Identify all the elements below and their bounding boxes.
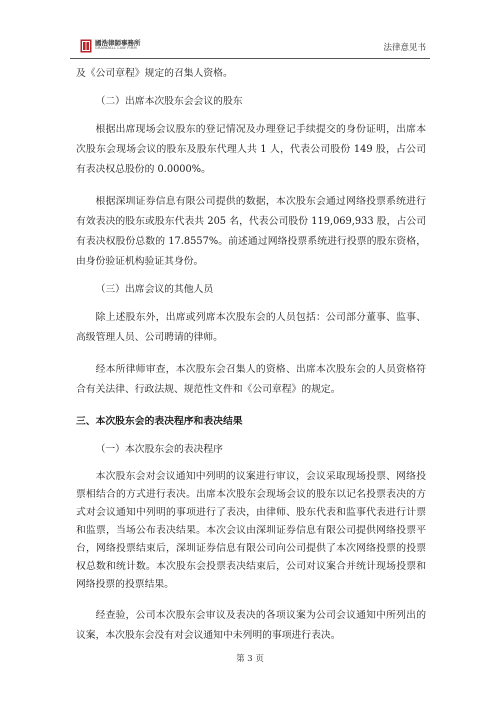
paragraph-verification: 经查验，公司本次股东会审议及表决的各项议案为公司会议通知中所列出的议案，本次股东会没有对会议通知中未列明的事项进行表决。: [76, 610, 426, 641]
subheading-other-attendees: （三）出席会议的其他人员: [95, 284, 214, 295]
page-number: 第 3 页: [236, 654, 264, 664]
firm-seal-icon: [80, 39, 92, 53]
document-body: [76, 64, 426, 646]
paragraph-onsite-attendance: 根据出席现场会议股东的登记情况及办理登记手续提交的身份证明，出席本次股东会现场会议的股东及股东代理人共 1 人，代表公司股份 149 股，占公司有表决权总股份的 0.0000%。: [76, 124, 426, 175]
document-type: 法律意见书: [383, 43, 426, 53]
paragraph-voting-procedure: 本次股东会对会议通知中列明的议案进行审议，会议采取现场投票、网络投票相结合的方式进行表决。出席本次股东会现场会议的股东以记名投票表决的方式对会议通知中列明的事项进行了表决，由律师、股东代表和监事代表进行计票和监票，当场公布表决结果。本次会议由深圳证券信息有限公司提供网络投票平台，网络投票结束后，深圳证券信息有限公司向公司提供了本次网络投票的投票权总数和统计数。本次股东会投票表决结束后，公司对议案合并统计现场投票和网络投票的投票结果。: [76, 471, 426, 590]
paragraph-qualification-review: 经本所律师审查，本次股东会召集人的资格、出席本次股东会的人员资格符合有关法律、行政法规、规范性文件和《公司章程》的规定。: [76, 364, 426, 395]
section-heading-voting: 三、本次股东会的表决程序和表决结果: [76, 416, 243, 427]
firm-logo: [80, 38, 200, 54]
page-header: [70, 36, 430, 59]
firm-name-cn: 國浩律師事務所: [95, 39, 141, 47]
paragraph-online-attendance: 根据深圳证券信息有限公司提供的数据，本次股东会通过网络投票系统进行有效表决的股东或股东代表共 205 名，代表公司股份 119,069,933 股，占公司有表决权股份总数的 17.8557%。前述通过网络投票系统进行投票的股东资格，由身份验证机构验证其身份。: [76, 196, 426, 267]
subheading-voting-procedure: （一）本次股东会的表决程序: [95, 444, 223, 455]
firm-name-en: GRANDALL LAW FIRM: [95, 46, 137, 50]
subheading-attending-shareholders: （二）出席本次股东会会议的股东: [95, 96, 243, 107]
paragraph-other-attendees: 除上述股东外，出席或列席本次股东会的人员包括：公司部分董事、监事、高级管理人员、公司聘请的律师。: [76, 312, 426, 343]
paragraph-convener-qualification: 及《公司章程》规定的召集人资格。: [76, 68, 233, 79]
